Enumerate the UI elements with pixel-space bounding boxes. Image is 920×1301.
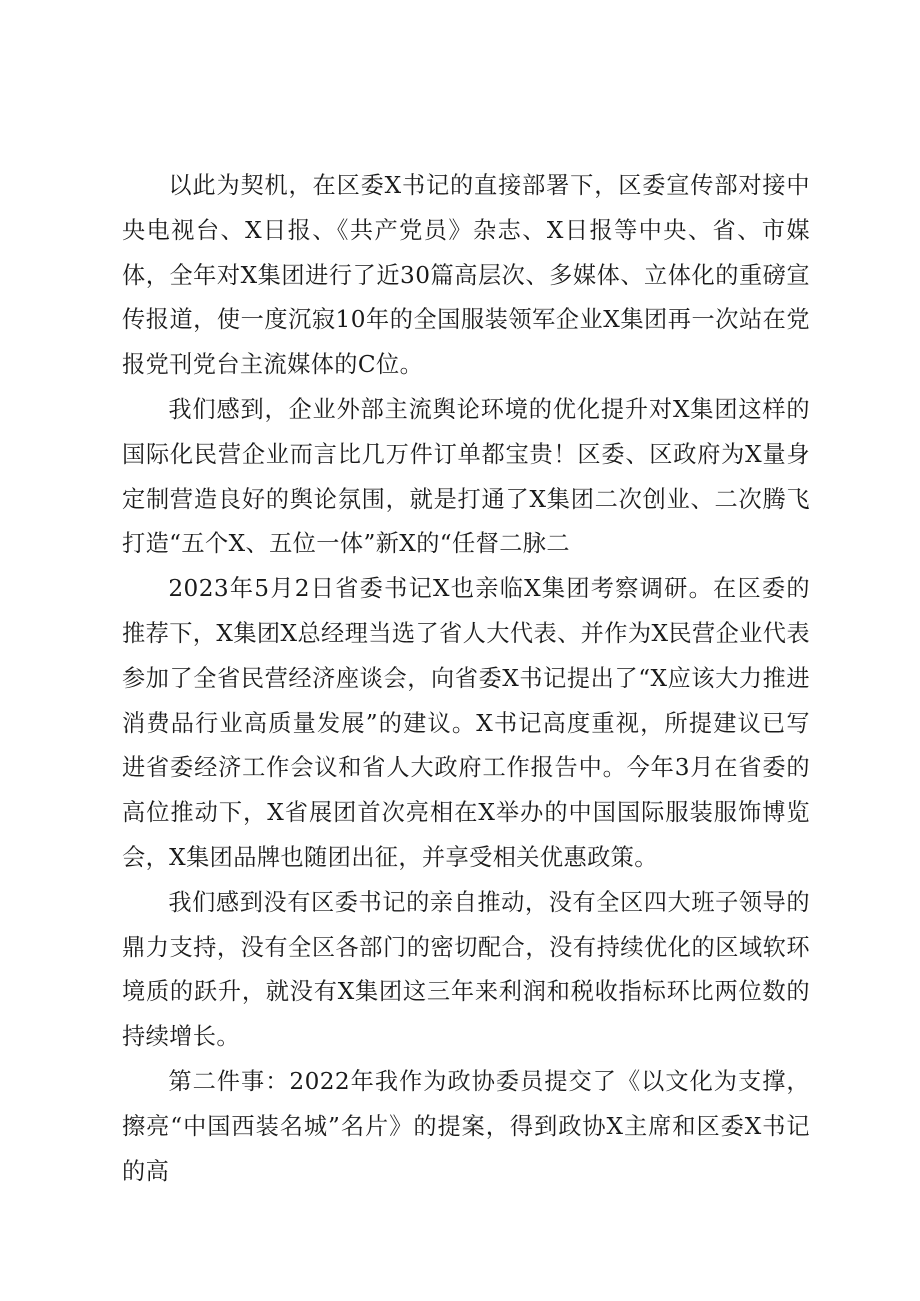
document-body: [122, 164, 810, 1194]
paragraph-public-opinion: 我们感到，企业外部主流舆论环境的优化提升对X集团这样的国际化民营企业而言比几万件订单都宝贵！区委、区政府为X量身定制营造良好的舆论氛围，就是打通了X集团二次创业、二次腾飞打造“五个X、五位一体”新X的“任督二脉二: [122, 395, 810, 558]
paragraph-provincial-visit: 2023年5月2日省委书记X也亲临X集团考察调研。在区委的推荐下，X集团X总经理当选了省人大代表、并作为X民营企业代表参加了全省民营经济座谈会，向省委X书记提出了“X应该大力推进消费品行业高质量发展”的建议。X书记高度重视，所提建议已写进省委经济工作会议和省人大政府工作报告中。今年3月在省委的高位推动下，X省展团首次亮相在X举办的中国国际服装服饰博览会，X集团品牌也随团出征，并享受相关优惠政策。: [122, 575, 810, 871]
paragraph-district-support: 我们感到没有区委书记的亲自推动，没有全区四大班子领导的鼎力支持，没有全区各部门的密切配合，没有持续优化的区域软环境质的跃升，就没有X集团这三年来利润和税收指标环比两位数的持续增长。: [122, 888, 810, 1051]
paragraph-second-matter: 第二件事：2022年我作为政协委员提交了《以文化为支撑，擦亮“中国西装名城”名片》的提案，得到政协X主席和区委X书记的高: [122, 1067, 810, 1185]
paragraph-media-coverage: 以此为契机，在区委X书记的直接部署下，区委宣传部对接中央电视台、X日报、《共产党员》杂志、X日报等中央、省、市媒体，全年对X集团进行了近30篇高层次、多媒体、立体化的重磅宣传报道，使一度沉寂10年的全国服装领军企业X集团再一次站在党报党刊党台主流媒体的C位。: [122, 172, 810, 379]
